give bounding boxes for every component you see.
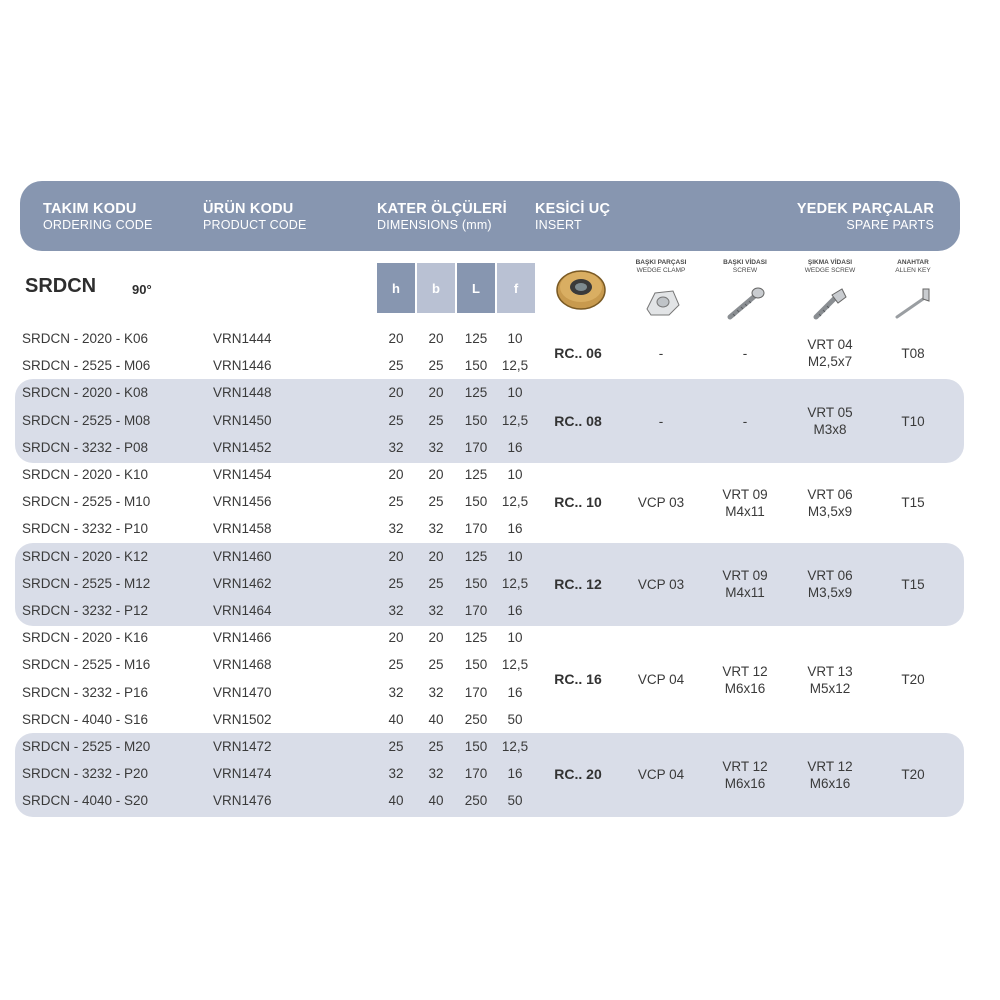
dim-f-cell: 12,5: [501, 494, 529, 510]
dim-L-cell: 250: [464, 793, 488, 809]
product-code-cell: VRN1466: [213, 630, 272, 646]
wedge-screw-icon: [810, 285, 850, 321]
dim-h-cell: 20: [388, 630, 404, 646]
insert-header-tr: KESİCİ UÇ: [535, 201, 611, 217]
insert-header-en: INSERT: [535, 218, 582, 232]
dim-b-cell: 32: [428, 439, 444, 455]
wedge-screw-cell: VRT 06 M3,5x9: [807, 568, 853, 601]
wedge-clamp-header-en: WEDGE CLAMP: [636, 267, 686, 274]
ordering-code-header-en: ORDERING CODE: [43, 218, 153, 232]
insert-cell: RC.. 10: [554, 494, 602, 511]
insert-cell: RC.. 20: [554, 766, 602, 783]
allen-key-cell: T10: [901, 413, 925, 429]
wedge-screw-header-en: WEDGE SCREW: [804, 267, 856, 274]
wedge-screw-cell: VRT 04 M2,5x7: [807, 337, 853, 370]
dim-L-cell: 170: [464, 603, 488, 618]
product-code-cell: VRN1448: [213, 385, 272, 401]
allen-key-cell: T08: [901, 345, 925, 361]
product-code-header-en: PRODUCT CODE: [203, 218, 307, 232]
screw-cell: VRT 09 M4x11: [722, 486, 768, 519]
product-code-header: [203, 201, 307, 232]
ordering-code-header-tr: TAKIM KODU: [43, 201, 137, 217]
dim-f-cell: 12,5: [501, 739, 529, 754]
ordering-code-cell: SRDCN - 3232 - P10: [22, 521, 149, 537]
product-code-cell: VRN1456: [213, 494, 272, 510]
ordering-code-cell: SRDCN - 4040 - S16: [22, 711, 149, 727]
allen-key-header-en: ALLEN KEY: [895, 267, 931, 274]
dim-b-cell: 25: [428, 358, 444, 374]
insert-icon: [555, 265, 607, 311]
product-code-cell: VRN1452: [213, 439, 272, 455]
wedge-clamp-icon: [643, 285, 683, 319]
wedge-screw-cell: VRT 13 M5x12: [807, 663, 853, 696]
dim-L-cell: 150: [464, 412, 488, 428]
dim-f-cell: 12,5: [501, 358, 529, 374]
dim-L-cell: 125: [464, 548, 488, 564]
dim-b-cell: 40: [428, 793, 444, 809]
dim-b-cell: 32: [428, 603, 444, 618]
dim-b-cell: 32: [428, 684, 444, 700]
wedge-clamp-cell: VCP 03: [637, 495, 685, 511]
allen-key-header: [865, 259, 961, 275]
product-code-cell: VRN1454: [213, 467, 272, 482]
ordering-code-cell: SRDCN - 2020 - K16: [22, 630, 149, 646]
wedge-clamp-header-tr: BAŞKI PARÇASI: [635, 259, 687, 266]
dim-f-cell: 10: [507, 385, 523, 401]
dim-h-cell: 32: [388, 521, 404, 537]
screw-header: [697, 259, 793, 275]
screw-cell: VRT 09 M4x11: [722, 568, 768, 601]
dim-h-cell: 25: [388, 657, 404, 673]
product-code-cell: VRN1470: [213, 684, 272, 700]
dim-L-cell: 125: [464, 630, 488, 646]
dim-b-cell: 32: [428, 521, 444, 537]
dim-h-cell: 20: [388, 331, 404, 346]
dim-f-cell: 10: [507, 548, 523, 564]
dim-b-cell: 25: [428, 412, 444, 428]
product-code-cell: VRN1458: [213, 521, 272, 537]
dim-b-cell: 20: [428, 630, 444, 646]
dim-f-cell: 50: [507, 711, 523, 727]
dim-L-cell: 170: [464, 684, 488, 700]
dim-b-cell: 20: [428, 548, 444, 564]
dim-f-cell: 10: [507, 331, 523, 346]
product-code-cell: VRN1450: [213, 412, 272, 428]
ordering-code-cell: SRDCN - 2020 - K12: [22, 548, 149, 564]
dim-L-cell: 125: [464, 385, 488, 401]
ordering-code-cell: SRDCN - 2525 - M08: [22, 412, 151, 428]
dim-f-cell: 50: [507, 793, 523, 809]
dimensions-header: [377, 201, 507, 232]
dim-L-cell: 125: [464, 331, 488, 346]
wedge-screw-cell: VRT 06 M3,5x9: [807, 486, 853, 519]
wedge-clamp-cell: -: [658, 345, 664, 361]
dim-L-cell: 170: [464, 521, 488, 537]
allen-key-cell: T20: [901, 767, 925, 783]
allen-key-cell: T15: [901, 495, 925, 511]
wedge-screw-cell: VRT 12 M6x16: [807, 758, 853, 791]
wedge-clamp-cell: VCP 04: [637, 672, 685, 688]
insert-header: [535, 201, 610, 232]
dim-h-cell: 25: [388, 358, 404, 374]
dim-f-cell: 16: [507, 684, 523, 700]
dim-L-cell: 170: [464, 766, 488, 782]
product-code-cell: VRN1444: [213, 331, 272, 346]
wedge-screw-header-tr: ŞIKMA VİDASI: [807, 259, 853, 266]
series-name: SRDCN: [25, 275, 97, 297]
dim-L-cell: 170: [464, 439, 488, 455]
dim-f-cell: 16: [507, 521, 523, 537]
allen-key-header-tr: ANAHTAR: [897, 259, 929, 266]
dim-b-header: b: [417, 263, 455, 313]
ordering-code-cell: SRDCN - 2525 - M20: [22, 739, 151, 754]
dim-f-cell: 10: [507, 630, 523, 646]
dim-f-cell: 12,5: [501, 657, 529, 673]
dim-f-cell: 12,5: [501, 575, 529, 591]
product-code-cell: VRN1446: [213, 358, 272, 374]
ordering-code-cell: SRDCN - 2525 - M10: [22, 494, 151, 510]
dim-h-cell: 40: [388, 711, 404, 727]
ordering-code-cell: SRDCN - 3232 - P08: [22, 439, 149, 455]
product-code-cell: VRN1460: [213, 548, 272, 564]
screw-cell: -: [742, 345, 748, 361]
ordering-code-cell: SRDCN - 3232 - P16: [22, 684, 149, 700]
ordering-code-cell: SRDCN - 2525 - M06: [22, 358, 151, 374]
dim-L-cell: 150: [464, 358, 488, 374]
dim-f-cell: 16: [507, 766, 523, 782]
wedge-clamp-cell: VCP 03: [637, 576, 685, 592]
dim-L-cell: 150: [464, 739, 488, 754]
ordering-code-cell: SRDCN - 2020 - K08: [22, 385, 149, 401]
dim-h-cell: 20: [388, 548, 404, 564]
insert-cell: RC.. 06: [554, 344, 602, 361]
wedge-clamp-cell: -: [658, 413, 664, 429]
screw-icon: [724, 285, 768, 321]
dim-f-cell: 12,5: [501, 412, 529, 428]
dim-b-cell: 20: [428, 331, 444, 346]
dim-h-cell: 32: [388, 603, 404, 618]
product-code-cell: VRN1476: [213, 793, 272, 809]
ordering-code-header: [43, 201, 153, 232]
spare-parts-header-tr: YEDEK PARÇALAR: [796, 201, 934, 217]
dim-L-cell: 250: [464, 711, 488, 727]
screw-cell: -: [742, 413, 748, 429]
dim-b-cell: 25: [428, 494, 444, 510]
dimensions-header-en: DIMENSIONS (mm): [377, 218, 492, 232]
dim-L-cell: 150: [464, 657, 488, 673]
ordering-code-cell: SRDCN - 3232 - P12: [22, 603, 149, 618]
dim-b-cell: 25: [428, 657, 444, 673]
screw-header-tr: BAŞKI VİDASI: [723, 259, 767, 266]
product-code-cell: VRN1502: [213, 711, 272, 727]
dim-h-cell: 20: [388, 467, 404, 482]
ordering-code-cell: SRDCN - 2525 - M16: [22, 657, 151, 673]
wedge-screw-header: [782, 259, 878, 275]
dim-h-cell: 32: [388, 684, 404, 700]
screw-header-en: SCREW: [732, 267, 758, 274]
dim-b-cell: 40: [428, 711, 444, 727]
dim-f-cell: 16: [507, 603, 523, 618]
dim-b-cell: 25: [428, 575, 444, 591]
spare-parts-header-en: SPARE PARTS: [846, 218, 934, 232]
insert-cell: RC.. 16: [554, 671, 602, 688]
product-code-cell: VRN1462: [213, 575, 272, 591]
wedge-clamp-cell: VCP 04: [637, 767, 685, 783]
ordering-code-cell: SRDCN - 4040 - S20: [22, 793, 149, 809]
screw-cell: VRT 12 M6x16: [722, 663, 768, 696]
dim-h-cell: 40: [388, 793, 404, 809]
dim-h-cell: 25: [388, 494, 404, 510]
screw-cell: VRT 12 M6x16: [722, 758, 768, 791]
dim-h-header: h: [377, 263, 415, 313]
product-code-header-tr: ÜRÜN KODU: [203, 201, 294, 217]
dim-h-cell: 32: [388, 439, 404, 455]
dim-f-header: f: [497, 263, 535, 313]
ordering-code-cell: SRDCN - 3232 - P20: [22, 766, 149, 782]
product-code-cell: VRN1464: [213, 603, 272, 618]
wedge-clamp-header: [613, 259, 709, 275]
dim-h-cell: 32: [388, 766, 404, 782]
series-angle: 90°: [132, 282, 152, 297]
dim-L-cell: 150: [464, 494, 488, 510]
table-header-bar: [20, 181, 960, 251]
spare-parts-header: [797, 201, 934, 232]
dim-L-header: L: [457, 263, 495, 313]
product-code-cell: VRN1472: [213, 739, 272, 754]
dim-b-cell: 20: [428, 467, 444, 482]
dim-h-cell: 25: [388, 412, 404, 428]
allen-key-cell: T20: [901, 672, 925, 688]
dim-h-cell: 25: [388, 739, 404, 754]
ordering-code-cell: SRDCN - 2525 - M12: [22, 575, 151, 591]
dim-b-cell: 25: [428, 739, 444, 754]
dim-b-cell: 32: [428, 766, 444, 782]
product-code-cell: VRN1468: [213, 657, 272, 673]
dimensions-header-tr: KATER ÖLÇÜLERİ: [377, 201, 507, 217]
ordering-code-cell: SRDCN - 2020 - K10: [22, 467, 149, 482]
dim-f-cell: 16: [507, 439, 523, 455]
dim-f-cell: 10: [507, 467, 523, 482]
dim-b-cell: 20: [428, 385, 444, 401]
dim-L-cell: 125: [464, 467, 488, 482]
wedge-screw-cell: VRT 05 M3x8: [807, 405, 853, 438]
allen-key-icon: [893, 285, 937, 321]
allen-key-cell: T15: [901, 576, 925, 592]
insert-cell: RC.. 08: [554, 412, 602, 429]
dim-L-cell: 150: [464, 575, 488, 591]
product-code-cell: VRN1474: [213, 766, 272, 782]
dim-h-cell: 25: [388, 575, 404, 591]
dim-h-cell: 20: [388, 385, 404, 401]
ordering-code-cell: SRDCN - 2020 - K06: [22, 331, 149, 346]
insert-cell: RC.. 12: [554, 575, 602, 592]
